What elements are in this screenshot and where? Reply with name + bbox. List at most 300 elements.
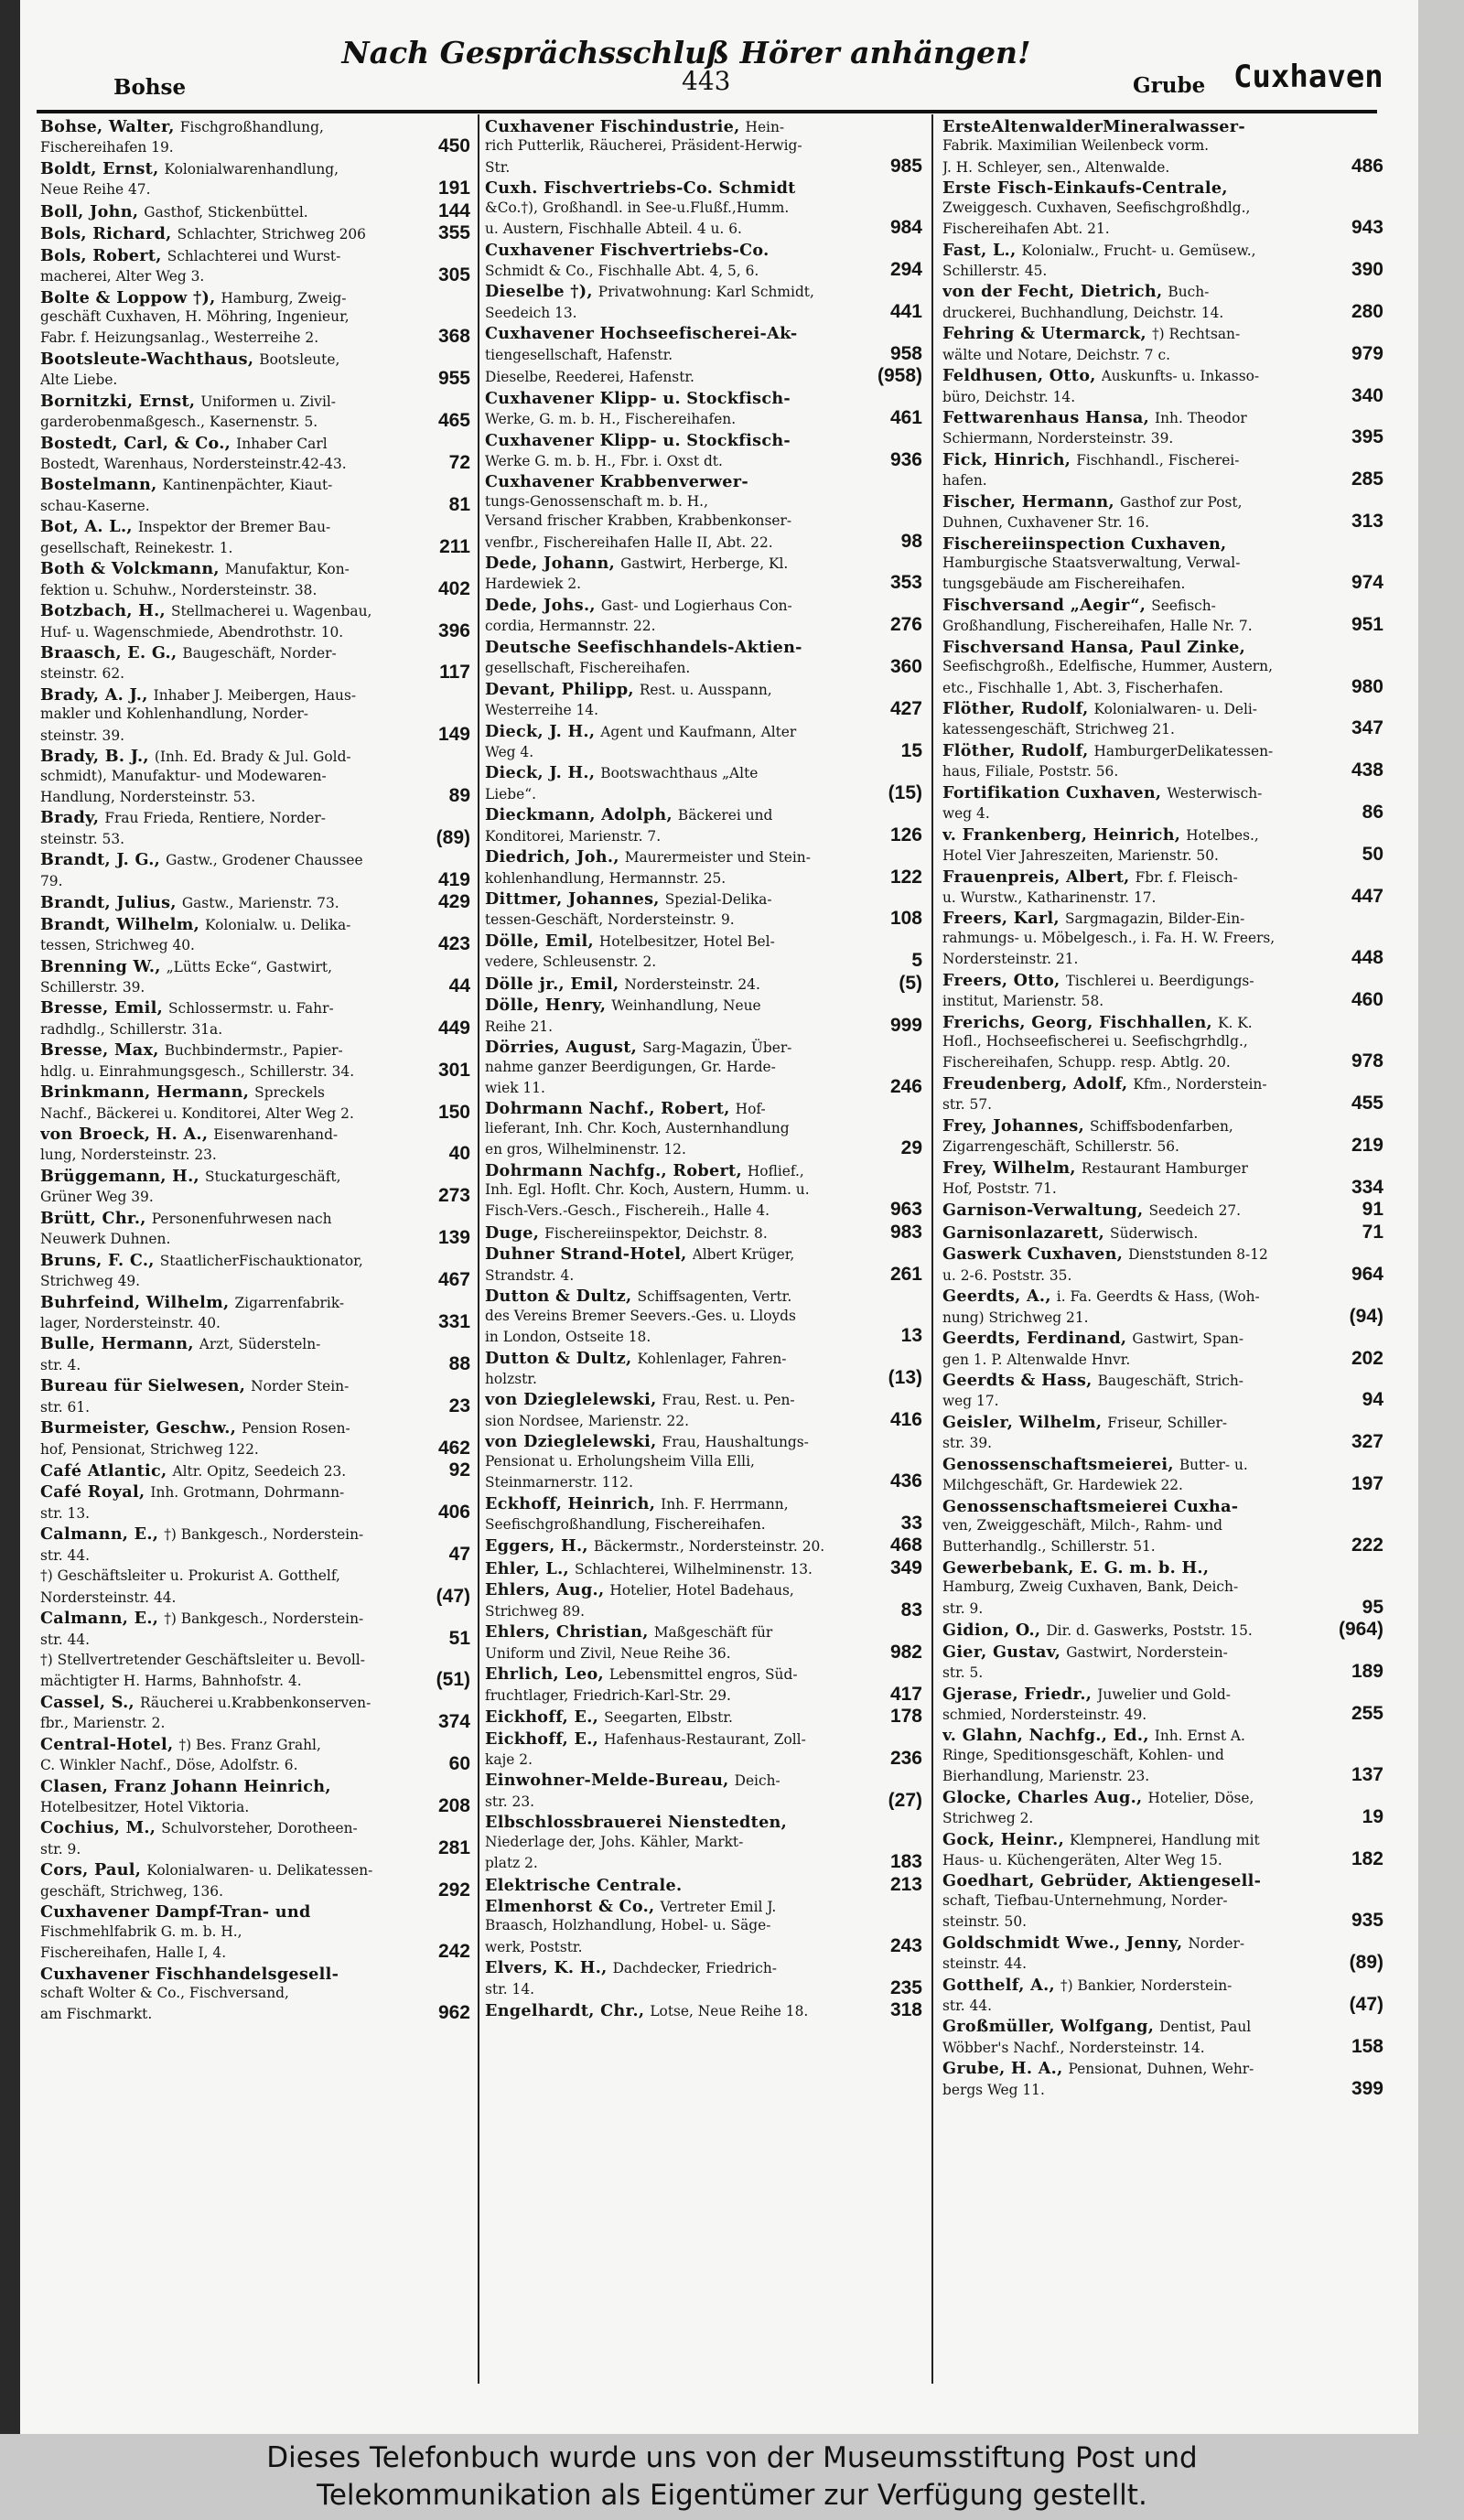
subscriber-details: schau-Kaserne. [40,497,150,514]
entry-line [40,117,470,136]
subscriber-details: Seefisch- [1151,597,1216,614]
subscriber-details: Buchbindermstr., Papier- [164,1042,343,1060]
listing-entry [40,1418,470,1458]
phone-number: 301 [437,1060,470,1081]
subscriber-details: Gastwirt, Norderstein- [1066,1643,1228,1661]
subscriber-details: Vertreter Emil J. [660,1899,777,1916]
subscriber-details: Norder Stein- [251,1378,350,1395]
phone-number: (89) [436,827,470,848]
subscriber-details: Schlossermstr. u. Fahr- [168,1000,334,1018]
phone-number: 183 [889,1852,922,1872]
entry-line [942,929,1383,948]
listing-entry [942,1726,1383,1784]
entry-line [485,532,922,551]
entry-line [942,512,1383,531]
subscriber-details: str. 23. [485,1793,535,1810]
entry-line [942,1349,1383,1368]
subscriber-details: str. 4. [40,1356,81,1373]
subscriber-details: Schillerstr. 45. [942,262,1048,279]
subscriber-details: Zweiggesch. Cuxhaven, Seefischgroßhdlg., [942,199,1251,216]
subscriber-details: Hamburg, Zweig- [221,289,347,307]
subscriber-details: Gastwirt, Span- [1132,1330,1244,1348]
phone-number: 243 [889,1935,922,1956]
entry-line [942,1849,1383,1868]
entry-line [485,324,922,343]
subscriber-details: radhdlg., Schillerstr. 31a. [40,1020,223,1038]
subscriber-details: u. 2-6. Poststr. 35. [942,1266,1072,1284]
subscriber-details: des Vereins Bremer Seevers.-Ges. u. Lloyds [485,1307,796,1324]
entry-line [485,1916,922,1935]
subscriber-name: v. Glahn, Nachfg., Ed., [942,1726,1149,1746]
entry-line [40,1609,470,1628]
listing-entry [40,1902,470,1961]
phone-number: (964) [1338,1620,1383,1640]
listing-entry [40,392,470,431]
entry-line [40,1860,470,1879]
subscriber-details: Uniformen u. Zivil- [200,393,337,410]
subscriber-details: Fischereihafen Abt. 21. [942,221,1110,238]
listing-entry [485,847,922,887]
subscriber-name: Dölle, Emil, [485,931,594,951]
subscriber-details: Neue Reihe 47. [40,181,151,199]
entry-line [485,657,922,676]
phone-number: (15) [888,782,922,803]
phone-number: 213 [889,1874,922,1894]
phone-number: 19 [1362,1807,1383,1827]
subscriber-name: Cuxhavener Fischhandelsgesell- [40,1964,339,1984]
entry-line [40,621,470,641]
phone-number: 197 [1351,1474,1383,1494]
subscriber-details: †) Rechtsan- [1151,326,1241,343]
subscriber-name: Dölle, Henry, [485,996,607,1016]
phone-number: 51 [448,1628,470,1648]
listing-entry [942,1013,1383,1072]
phone-number: 313 [1351,512,1383,532]
subscriber-details: i. Fa. Geerdts & Hass, (Woh- [1056,1288,1260,1306]
listing-entry [485,638,922,677]
entry-line [942,638,1383,657]
entry-line [942,1432,1383,1451]
entry-line [40,495,470,514]
phone-number: 261 [889,1264,922,1285]
entry-line [942,1976,1383,1995]
listing-entry [942,1116,1383,1156]
listing-entry [485,1494,922,1534]
subscriber-details: Reihe 21. [485,1018,554,1035]
entry-line [942,1244,1383,1264]
subscriber-details: Gastw., Marienstr. 73. [181,895,339,912]
subscriber-name: Cuxhavener Klipp- u. Stockfisch- [485,430,791,450]
subscriber-details: Privatwohnung: Karl Schmidt, [597,284,814,301]
book-spine [0,0,20,2434]
entry-line [40,1965,470,1984]
subscriber-details: gen 1. P. Altenwalde Hnvr. [942,1351,1131,1368]
subscriber-name: Cuxhavener Klipp- u. Stockfisch- [485,388,791,408]
subscriber-details: Neuwerk Duhnen. [40,1231,171,1248]
entry-line [40,434,470,453]
subscriber-details: tungs-Genossenschaft m. b. H., [485,492,708,510]
entry-line [485,344,922,363]
listing-entry [40,201,470,221]
entry-line [942,971,1383,990]
subscriber-name: Geerdts, A., [942,1287,1051,1307]
subscriber-name: Ehlers, Aug., [485,1580,605,1600]
subscriber-details: Hafenhaus-Restaurant, Zoll- [604,1730,806,1748]
entry-line [942,1995,1383,2014]
listing-entry [942,178,1383,237]
subscriber-name: Calmann, E., [40,1609,159,1629]
subscriber-details: Agent und Kaufmann, Alter [600,723,797,740]
subscriber-details: Arzt, Südersteln- [199,1336,321,1353]
subscriber-name: Eckhoff, Heinrich, [485,1493,656,1513]
entry-line [485,1749,922,1768]
subscriber-details: steinstr. 50. [942,1913,1028,1931]
subscriber-details: Inspektor der Bremer Bau- [137,519,331,536]
subscriber-name: von der Fecht, Dietrich, [942,282,1163,302]
entry-line [40,915,470,934]
listing-entry [485,1161,922,1220]
subscriber-details: str. 14. [485,1980,535,1998]
entry-line [942,408,1383,427]
subscriber-details: Hamburgische Staatsverwaltung, Verwal- [942,555,1241,572]
entry-line [485,783,922,802]
entry-line [485,573,922,592]
entry-line [942,2017,1383,2036]
entry-line [942,1662,1383,1681]
entry-line [40,1651,470,1670]
listing-entry [942,596,1383,635]
entry-line [40,1438,470,1458]
listing-entry [40,559,470,598]
listing-entry [485,472,922,551]
entry-line [485,996,922,1015]
phone-number: 44 [448,975,470,996]
subscriber-details: fektion u. Schuhw., Nordersteinstr. 38. [40,581,318,598]
subscriber-details: Kolonialw., Frucht- u. Gemüsew., [1021,242,1256,259]
entry-line [485,825,922,845]
entry-line [485,1707,922,1726]
subscriber-details: Fischmehlfabrik G. m. b. H., [40,1922,242,1940]
subscriber-details: Seedeich 27. [1148,1202,1242,1220]
listing-entry [942,282,1383,321]
entry-line [40,1482,470,1502]
phone-number: 427 [889,699,922,719]
subscriber-details: geschäft Cuxhaven, H. Möhring, Ingenieur, [40,307,350,325]
phone-number: 436 [889,1471,922,1492]
listing-entry [942,1871,1383,1930]
phone-number: 137 [1351,1765,1383,1785]
phone-number: 438 [1351,760,1383,781]
subscriber-details: Fischgroßhandlung, [179,119,324,135]
entry-line [485,1222,922,1242]
subscriber-details: Butterhandlg., Schillerstr. 51. [942,1538,1156,1556]
subscriber-details: Klempnerei, Handlung mit [1070,1831,1260,1848]
subscriber-details: Kohlenlager, Fahren- [637,1350,787,1367]
entry-line [485,867,922,887]
entry-line [40,453,470,472]
subscriber-details: Maurermeister und Stein- [624,849,811,867]
entry-line [942,1933,1383,1953]
listing-entry [942,867,1383,907]
subscriber-name: Frey, Johannes, [942,1115,1084,1136]
listing-entry [485,1535,922,1555]
entry-line [40,1693,470,1712]
subscriber-name: Flöther, Rudolf, [942,699,1089,719]
subscriber-details: Fabrik. Maximilian Weilenbeck vorm. [942,137,1210,155]
subscriber-name: Fehring & Utermarck, [942,324,1146,344]
listing-entry [485,1558,922,1578]
subscriber-details: Baugeschäft, Strich- [1097,1373,1243,1390]
subscriber-details: Bootswachthaus „Alte [600,765,759,782]
phone-number: 33 [900,1513,922,1534]
entry-line [40,136,470,156]
subscriber-name: Erste Fisch-Einkaufs-Centrale, [942,178,1228,199]
subscriber-name: Botzbach, H., [40,601,166,621]
subscriber-name: Bols, Richard, [40,224,172,243]
entry-line [40,1796,470,1815]
entry-line [485,699,922,718]
subscriber-details: cordia, Hermannstr. 22. [485,618,656,635]
listing-entry [942,909,1383,967]
entry-line [485,554,922,573]
subscriber-name: Elvers, K. H., [485,1958,608,1978]
subscriber-details: str. 9. [942,1599,984,1617]
listing-entry [942,1371,1383,1410]
subscriber-name: Fast, L., [942,240,1017,260]
phone-number: 235 [889,1977,922,1998]
listing-entry [40,159,470,199]
subscriber-details: †) Bankgesch., Norderstein- [164,1610,364,1628]
entry-line [40,327,470,346]
subscriber-name: Großmüller, Wolfgang, [942,2017,1155,2037]
entry-line [942,1390,1383,1409]
phone-number: 390 [1351,259,1383,280]
phone-number: 83 [900,1599,922,1621]
entry-line [942,2037,1383,2056]
subscriber-details: Inh. F. Herrmann, [661,1495,789,1513]
phone-number: 334 [1351,1177,1383,1198]
subscriber-name: Frerichs, Georg, Fischhallen, [942,1012,1212,1032]
subscriber-details: schmidt), Manufaktur- und Modewaren- [40,767,327,784]
subscriber-details: Schiffsbodenfarben, [1090,1117,1233,1135]
phone-number: 964 [1351,1264,1383,1285]
subscriber-name: Dieck, J. H., [485,721,596,741]
subscriber-name: von Dzieglelewski, [485,1390,657,1410]
entry-line [485,1410,922,1429]
subscriber-details: Strichweg 89. [485,1602,586,1620]
entry-line [942,450,1383,469]
subscriber-details: †) Bankgesch., Norderstein- [164,1526,364,1544]
listing-entry [485,1222,922,1242]
entry-line [40,246,470,265]
entry-line [942,1158,1383,1178]
listing-entry [485,1875,922,1894]
listing-entry [485,1244,922,1284]
entry-line [485,117,922,136]
listing-entry [942,1558,1383,1617]
phone-number: 50 [1362,845,1383,865]
entry-line [485,1390,922,1409]
phone-number: 951 [1351,615,1383,635]
entry-line [40,392,470,411]
entry-line [485,1244,922,1264]
subscriber-details: str. 5. [942,1664,984,1682]
entry-line [40,934,470,953]
listing-entry [485,722,922,761]
entry-line [40,369,470,388]
listing-entry [40,1777,470,1816]
subscriber-details: Weinhandlung, Neue [611,997,761,1015]
subscriber-details: Fischereiinspektor, Deichstr. 8. [544,1224,768,1242]
entry-line [942,825,1383,845]
subscriber-details: weg 4. [942,805,990,823]
phone-number: (89) [1349,1953,1383,1973]
phone-number: 208 [437,1796,470,1816]
subscriber-name: Feldhusen, Otto, [942,366,1096,386]
subscriber-details: Inh. Theodor [1155,410,1247,427]
entry-line [40,725,470,744]
listing-entry [40,1125,470,1164]
listing-entry [942,2059,1383,2098]
listing-entry [40,998,470,1038]
listing-entry [485,932,922,971]
subscriber-details: Spreckels [254,1084,325,1102]
phone-number: 144 [437,200,470,221]
entry-line [942,366,1383,385]
entry-line [485,1558,922,1578]
subscriber-name: Bresse, Max, [40,1040,159,1061]
listing-entry [942,971,1383,1010]
subscriber-details: Personenfuhrwesen nach [151,1210,332,1227]
phone-number: 40 [448,1144,470,1164]
entry-line [40,159,470,178]
subscriber-name: Calmann, E., [40,1524,159,1545]
subscriber-details: Hof, Poststr. 71. [942,1179,1057,1197]
subscriber-details: Inh. Ernst A. [1154,1728,1245,1745]
subscriber-details: schaft, Tiefbau-Unternehmung, Norder- [942,1891,1228,1909]
listing-entry [942,2017,1383,2056]
subscriber-name: Goedhart, Gebrüder, Aktiengesell- [942,1871,1262,1891]
listing-entry [942,1200,1383,1219]
subscriber-name: Both & Volckmann, [40,559,220,579]
subscriber-name: Fischereiinspection Cuxhaven, [942,533,1227,554]
listing-entry [40,808,470,847]
subscriber-details: Stellmacherei u. Wagenbau, [170,603,372,620]
subscriber-details: Str. [485,158,511,176]
listing-entry [942,741,1383,781]
subscriber-name: Brady, B. J., [40,747,149,767]
entry-line [942,1746,1383,1765]
subscriber-details: büro, Deichstr. 14. [942,388,1076,405]
subscriber-name: Bornitzki, Ernst, [40,391,196,411]
subscriber-name: Genossenschaftsmeierei Cuxha- [942,1496,1239,1516]
subscriber-details: steinstr. 62. [40,665,125,683]
subscriber-details: Lotse, Neue Reihe 18. [650,2003,809,2020]
entry-line [942,2059,1383,2078]
subscriber-details: Stuckaturgeschäft, [204,1168,341,1185]
entry-line [40,265,470,285]
entry-line [942,699,1383,718]
header-rule [37,110,1377,113]
entry-line [40,850,470,869]
entry-line [40,1922,470,1942]
entry-line [40,1502,470,1522]
listing-entry [485,117,922,176]
subscriber-details: tungsgebäude am Fischereihafen. [942,576,1186,593]
listing-entry [40,685,470,744]
subscriber-details: geschäft, Strichweg, 136. [40,1882,223,1900]
entry-line [485,136,922,156]
listing-entry [40,223,470,242]
listing-entry [942,1455,1383,1494]
phone-number: 461 [889,408,922,428]
footer-line-1: Dieses Telefonbuch wurde uns von der Museumsstiftung Post und [266,2441,1198,2474]
page-number: 443 [682,66,731,96]
listing-entry [40,1376,470,1416]
entry-line [942,1116,1383,1136]
banner-text: Nach Gesprächsschluß Hörer anhängen! [341,35,1031,70]
listing-entry [40,1965,470,2023]
subscriber-name: Cuxhavener Fischindustrie, [485,117,740,136]
subscriber-name: Frey, Wilhelm, [942,1158,1076,1178]
subscriber-details: steinstr. 39. [40,727,125,744]
entry-line [40,1312,470,1331]
subscriber-name: Gier, Gustav, [942,1642,1061,1662]
running-head-right: Grube [1133,73,1206,98]
phone-number: 150 [437,1102,470,1122]
phone-number: 81 [448,494,470,515]
subscriber-details: en gros, Wilhelminenstr. 12. [485,1141,686,1158]
entry-line [485,1099,922,1118]
footer-notice [0,2434,1464,2520]
subscriber-name: Burmeister, Geschw., [40,1418,237,1438]
listing-entry [40,1040,470,1080]
entry-line [942,1891,1383,1911]
phone-number: 126 [889,824,922,845]
subscriber-name: Brenning W., [40,956,161,976]
subscriber-details: tessen, Strichweg 40. [40,937,195,954]
entry-line [942,1136,1383,1155]
phone-number: 980 [1351,676,1383,696]
listing-entry [485,1813,922,1871]
entry-line [40,411,470,430]
phone-number: (27) [888,1790,922,1811]
entry-line [485,1200,922,1219]
subscriber-details: Hein- [745,119,785,135]
entry-line [942,1222,1383,1242]
subscriber-name: Eickhoff, E., [485,1728,599,1749]
subscriber-details: Kfm., Norderstein- [1133,1075,1267,1093]
subscriber-name: Dohrmann Nachf., Robert, [485,1099,730,1119]
subscriber-name: Einwohner-Melde-Bureau, [485,1771,729,1791]
entry-line [942,1032,1383,1051]
entry-line [942,156,1383,176]
listing-entry [942,638,1383,696]
subscriber-details: str. 13. [40,1504,91,1522]
subscriber-name: Garnison-Verwaltung, [942,1201,1144,1220]
subscriber-details: Schiermann, Nordersteinstr. 39. [942,430,1174,447]
entry-line [942,1807,1383,1826]
entry-line [942,1287,1383,1306]
entry-line [40,1777,470,1796]
entry-line [942,1265,1383,1284]
subscriber-details: Zigarrenfabrik- [234,1294,345,1311]
phone-number: 236 [889,1748,922,1769]
phone-number: 117 [439,662,470,683]
subscriber-name: Cuxhavener Dampf-Tran- und [40,1902,311,1922]
entry-line [40,870,470,889]
phone-number: 349 [889,1557,922,1578]
